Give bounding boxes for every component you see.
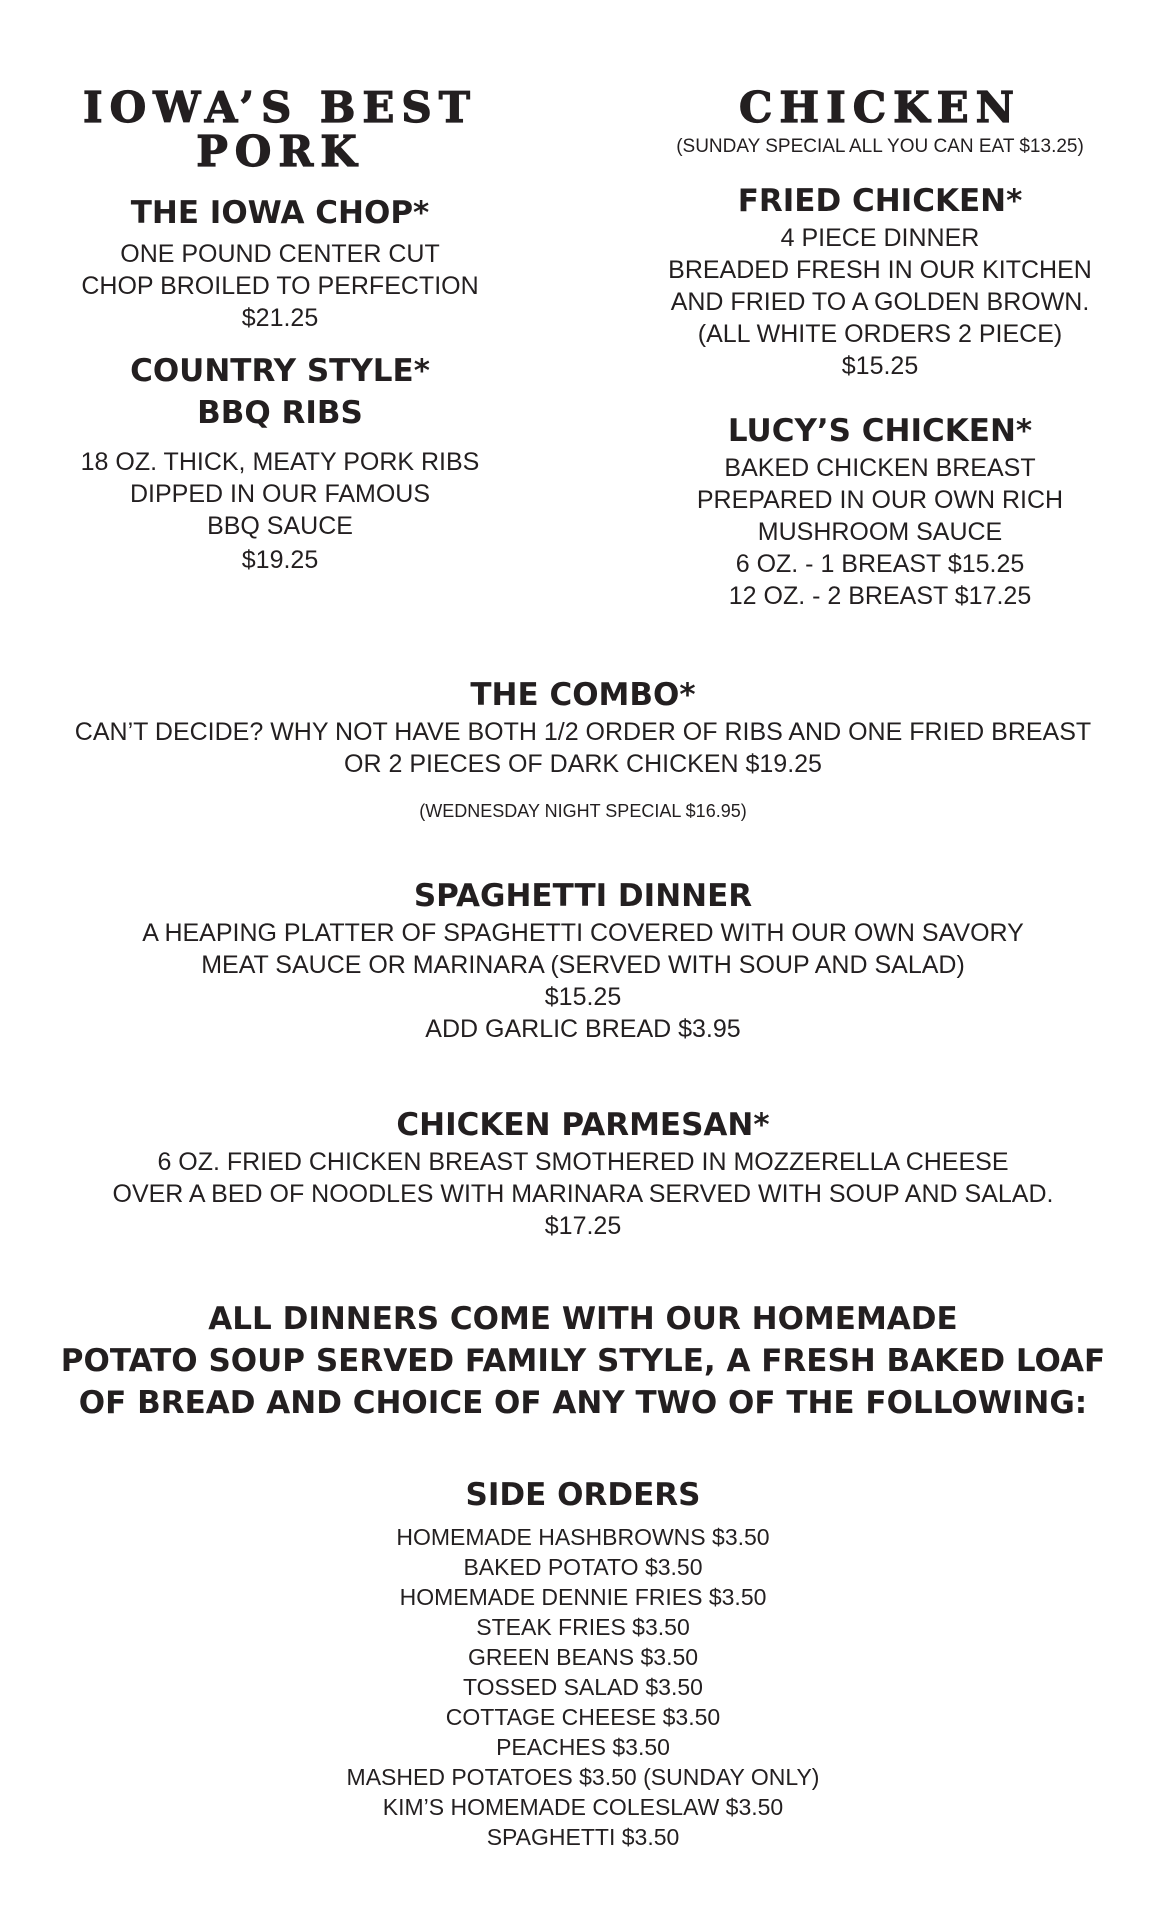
ribs-line: BBQ SAUCE (207, 512, 353, 540)
dinners-note (40, 1298, 1126, 1424)
dinners-note-line: OF BREAD AND CHOICE OF ANY TWO OF THE FOLLOWING: (78, 1385, 1088, 1421)
ribs-item (60, 350, 500, 576)
spaghetti-price: $15.25 (544, 983, 622, 1011)
fried-chicken-item (640, 180, 1120, 382)
combo-section (40, 674, 1126, 824)
side-order-item: COTTAGE CHEESE $3.50 (445, 1704, 721, 1730)
lucys-chicken-title: LUCY’S CHICKEN* (727, 413, 1033, 449)
lucys-chicken-line: PREPARED IN OUR OWN RICH (696, 486, 1064, 514)
pork-heading-line1: IOWA’S BEST (83, 83, 477, 132)
side-order-item: BAKED POTATO $3.50 (463, 1554, 703, 1580)
ribs-price: $19.25 (241, 546, 319, 574)
combo-wednesday-note: (WEDNESDAY NIGHT SPECIAL $16.95) (419, 801, 747, 821)
pork-heading-line2: PORK (196, 127, 364, 176)
parmesan-title: CHICKEN PARMESAN* (396, 1107, 770, 1143)
side-orders-section (40, 1474, 1126, 1852)
fried-chicken-line: 4 PIECE DINNER (780, 224, 980, 252)
ribs-title-line2: BBQ RIBS (197, 395, 363, 431)
dinners-note-line: POTATO SOUP SERVED FAMILY STYLE, A FRESH BAKED LOAF (60, 1343, 1106, 1379)
combo-title: THE COMBO* (470, 677, 696, 713)
side-order-item: GREEN BEANS $3.50 (467, 1644, 699, 1670)
side-order-item: PEACHES $3.50 (496, 1734, 670, 1760)
ribs-title-line1: COUNTRY STYLE* (130, 353, 430, 389)
fried-chicken-line: AND FRIED TO A GOLDEN BROWN. (670, 288, 1090, 316)
side-order-item: HOMEMADE DENNIE FRIES $3.50 (399, 1584, 767, 1610)
spaghetti-section (40, 875, 1126, 1045)
side-orders-title: SIDE ORDERS (465, 1477, 701, 1513)
spaghetti-line: MEAT SAUCE OR MARINARA (SERVED WITH SOUP AND SALAD) (201, 951, 965, 979)
chicken-section (640, 83, 1120, 612)
spaghetti-line: A HEAPING PLATTER OF SPAGHETTI COVERED WITH OUR OWN SAVORY (142, 919, 1024, 947)
parmesan-line: OVER A BED OF NOODLES WITH MARINARA SERVED WITH SOUP AND SALAD. (112, 1180, 1054, 1208)
ribs-line: 18 OZ. THICK, MEATY PORK RIBS (80, 448, 480, 476)
lucys-chicken-line: BAKED CHICKEN BREAST (724, 454, 1036, 482)
parmesan-line: 6 OZ. FRIED CHICKEN BREAST SMOTHERED IN MOZZERELLA CHEESE (157, 1148, 1009, 1176)
iowa-chop-price: $21.25 (241, 304, 319, 332)
side-order-item: HOMEMADE HASHBROWNS $3.50 (396, 1524, 770, 1550)
fried-chicken-price: $15.25 (841, 352, 919, 380)
side-order-item: MASHED POTATOES $3.50 (SUNDAY ONLY) (346, 1764, 820, 1790)
combo-line: CAN’T DECIDE? WHY NOT HAVE BOTH 1/2 ORDER OF RIBS AND ONE FRIED BREAST (74, 718, 1092, 746)
chicken-heading: CHICKEN (738, 83, 1022, 132)
iowa-chop-line: ONE POUND CENTER CUT (120, 240, 440, 268)
parmesan-section (40, 1104, 1126, 1242)
parmesan-price: $17.25 (544, 1212, 622, 1240)
lucys-chicken-line: MUSHROOM SAUCE (757, 518, 1003, 546)
side-order-item: TOSSED SALAD $3.50 (463, 1674, 703, 1700)
lucys-chicken-item (640, 410, 1120, 612)
spaghetti-title: SPAGHETTI DINNER (413, 878, 753, 914)
lucys-chicken-price: 6 OZ. - 1 BREAST $15.25 (735, 550, 1025, 578)
fried-chicken-line: (ALL WHITE ORDERS 2 PIECE) (697, 320, 1063, 348)
iowa-chop-title: THE IOWA CHOP* (130, 195, 430, 231)
fried-chicken-line: BREADED FRESH IN OUR KITCHEN (668, 256, 1092, 284)
lucys-chicken-price: 12 OZ. - 2 BREAST $17.25 (728, 582, 1032, 610)
side-order-item: STEAK FRIES $3.50 (476, 1614, 690, 1640)
pork-section (60, 83, 500, 576)
side-order-item: KIM’S HOMEMADE COLESLAW $3.50 (382, 1794, 784, 1820)
ribs-line: DIPPED IN OUR FAMOUS (129, 480, 431, 508)
spaghetti-addon: ADD GARLIC BREAD $3.95 (425, 1015, 741, 1043)
side-order-item: SPAGHETTI $3.50 (486, 1824, 680, 1850)
combo-line: OR 2 PIECES OF DARK CHICKEN $19.25 (344, 750, 822, 778)
chicken-sunday-note: (SUNDAY SPECIAL ALL YOU CAN EAT $13.25) (676, 136, 1084, 157)
dinners-note-line: ALL DINNERS COME WITH OUR HOMEMADE (208, 1301, 958, 1337)
iowa-chop-line: CHOP BROILED TO PERFECTION (81, 272, 479, 300)
fried-chicken-title: FRIED CHICKEN* (737, 183, 1023, 219)
iowa-chop-item (60, 192, 500, 334)
